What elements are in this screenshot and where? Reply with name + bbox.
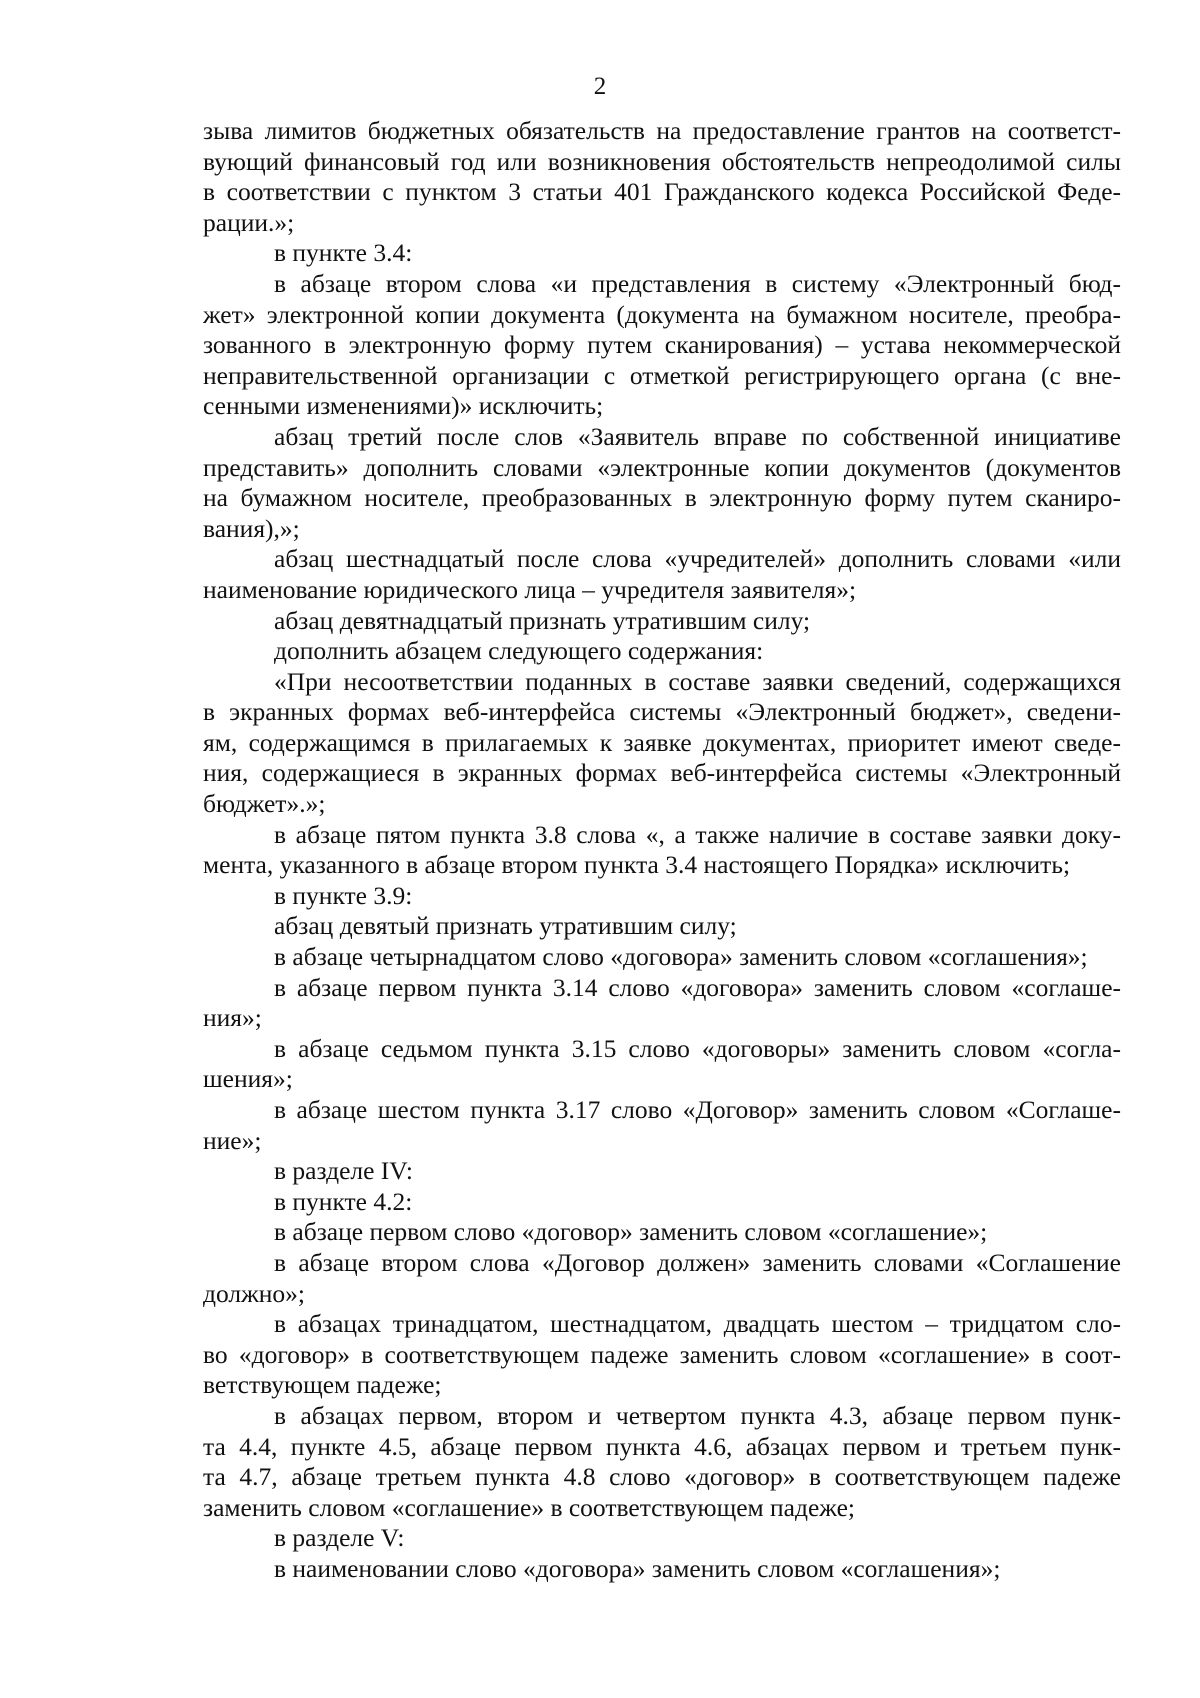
paragraph — [203, 238, 1121, 269]
text-line: в соответствии с пунктом 3 статьи 401 Гражданского кодекса Российской Феде- — [203, 177, 1121, 207]
paragraph — [203, 881, 1121, 912]
paragraph — [203, 1187, 1121, 1218]
document-body — [203, 116, 1121, 1585]
text-line: ния, содержащиеся в экранных формах веб-интерфейса системы «Электронный — [203, 758, 1121, 788]
text-line: абзац девятнадцатый признать утратившим силу; — [274, 605, 811, 635]
paragraph — [203, 667, 1121, 820]
text-line: в наименовании слово «договора» заменить словом «соглашения»; — [274, 1553, 1001, 1583]
text-line: ям, содержащимся в прилагаемых к заявке документах, приоритет имеют сведе- — [203, 727, 1121, 757]
paragraph — [203, 911, 1121, 942]
text-line: на бумажном носителе, преобразованных в электронную форму путем сканиро- — [203, 483, 1121, 513]
paragraph — [203, 269, 1121, 422]
paragraph — [203, 820, 1121, 881]
paragraph — [203, 1217, 1121, 1248]
text-line: в абзаце седьмом пункта 3.15 слово «договоры» заменить словом «согла- — [274, 1033, 1121, 1063]
text-line: абзац третий после слов «Заявитель вправе по собственной инициативе — [274, 421, 1121, 451]
paragraph — [203, 942, 1121, 973]
text-line: абзац шестнадцатый после слова «учредителей» дополнить словами «или — [274, 544, 1121, 574]
text-line: в пункте 3.4: — [274, 238, 413, 268]
text-line: в абзаце втором слова «Договор должен» заменить словами «Соглашение — [274, 1247, 1121, 1277]
text-line: в пункте 3.9: — [274, 880, 413, 910]
text-line: в абзаце шестом пункта 3.17 слово «Договор» заменить словом «Соглаше- — [274, 1095, 1121, 1124]
text-line: зованного в электронную форму путем сканирования) – устава некоммерческой — [203, 330, 1121, 360]
text-line: шения»; — [203, 1064, 293, 1094]
page-number: 2 — [593, 73, 607, 100]
text-line: дополнить абзацем следующего содержания: — [274, 636, 764, 666]
text-line: зыва лимитов бюджетных обязательств на предоставление грантов на соответст- — [203, 116, 1121, 145]
text-line: ния»; — [203, 1003, 262, 1033]
text-line: в абзацах первом, втором и четвертом пункта 4.3, абзаце первом пунк- — [274, 1400, 1121, 1430]
paragraph — [203, 1401, 1121, 1523]
text-line: в абзаце первом слово «договор» заменить словом «соглашение»; — [274, 1217, 988, 1247]
text-line: абзац девятый признать утратившим силу; — [274, 911, 737, 941]
text-line: во «договор» в соответствующем падеже заменить словом «соглашение» в соот- — [203, 1339, 1121, 1369]
text-line: ветствующем падеже; — [203, 1370, 442, 1400]
paragraph — [203, 544, 1121, 605]
text-line: заменить словом «соглашение» в соответствующем падеже; — [203, 1492, 855, 1522]
paragraph — [203, 1248, 1121, 1309]
text-line: та 4.4, пункте 4.5, абзаце первом пункта 4.6, абзацах первом и третьем пунк- — [203, 1431, 1121, 1461]
text-line: рации.»; — [203, 207, 295, 237]
paragraph — [203, 1034, 1121, 1095]
paragraph — [203, 1095, 1121, 1156]
text-line: ние»; — [203, 1125, 262, 1155]
text-line: «При несоответствии поданных в составе заявки сведений, содержащихся — [274, 666, 1121, 696]
text-line: в абзацах тринадцатом, шестнадцатом, двадцать шестом – тридцатом сло- — [274, 1309, 1121, 1339]
text-line: та 4.7, абзаце третьем пункта 4.8 слово «договор» в соответствующем падеже — [203, 1462, 1121, 1492]
paragraph — [203, 1523, 1121, 1554]
text-line: жет» электронной копии документа (документа на бумажном носителе, преобра- — [203, 299, 1121, 329]
text-line: сенными изменениями)» исключить; — [203, 391, 604, 421]
paragraph — [203, 636, 1121, 667]
paragraph — [203, 1156, 1121, 1187]
text-line: в абзаце пятом пункта 3.8 слова «, а также наличие в составе заявки доку- — [274, 819, 1121, 849]
paragraph — [203, 1309, 1121, 1401]
text-line: мента, указанного в абзаце втором пункта 3.4 настоящего Порядка» исключить; — [203, 850, 1071, 880]
text-line: бюджет».»; — [203, 789, 326, 819]
paragraph — [203, 973, 1121, 1034]
text-line: в экранных формах веб-интерфейса системы «Электронный бюджет», сведени- — [203, 697, 1121, 727]
text-line: в абзаце первом пункта 3.14 слово «договора» заменить словом «соглаше- — [274, 972, 1121, 1002]
text-line: неправительственной организации с отметкой регистрирующего органа (с вне- — [203, 360, 1121, 390]
text-line: в разделе IV: — [274, 1156, 413, 1186]
text-line: в абзаце втором слова «и представления в систему «Электронный бюд- — [274, 268, 1121, 298]
paragraph — [203, 1554, 1121, 1585]
paragraph — [203, 422, 1121, 544]
text-line: в разделе V: — [274, 1523, 405, 1553]
text-line: вующий финансовый год или возникновения обстоятельств непреодолимой силы — [203, 146, 1121, 176]
paragraph — [203, 606, 1121, 637]
paragraph — [203, 116, 1121, 238]
text-line: должно»; — [203, 1278, 305, 1308]
text-line: в абзаце четырнадцатом слово «договора» заменить словом «соглашения»; — [274, 942, 1088, 972]
text-line: в пункте 4.2: — [274, 1186, 413, 1216]
text-line: представить» дополнить словами «электронные копии документов (документов — [203, 452, 1121, 482]
text-line: наименование юридического лица – учредителя заявителя»; — [203, 574, 857, 604]
text-line: вания),»; — [203, 513, 300, 543]
